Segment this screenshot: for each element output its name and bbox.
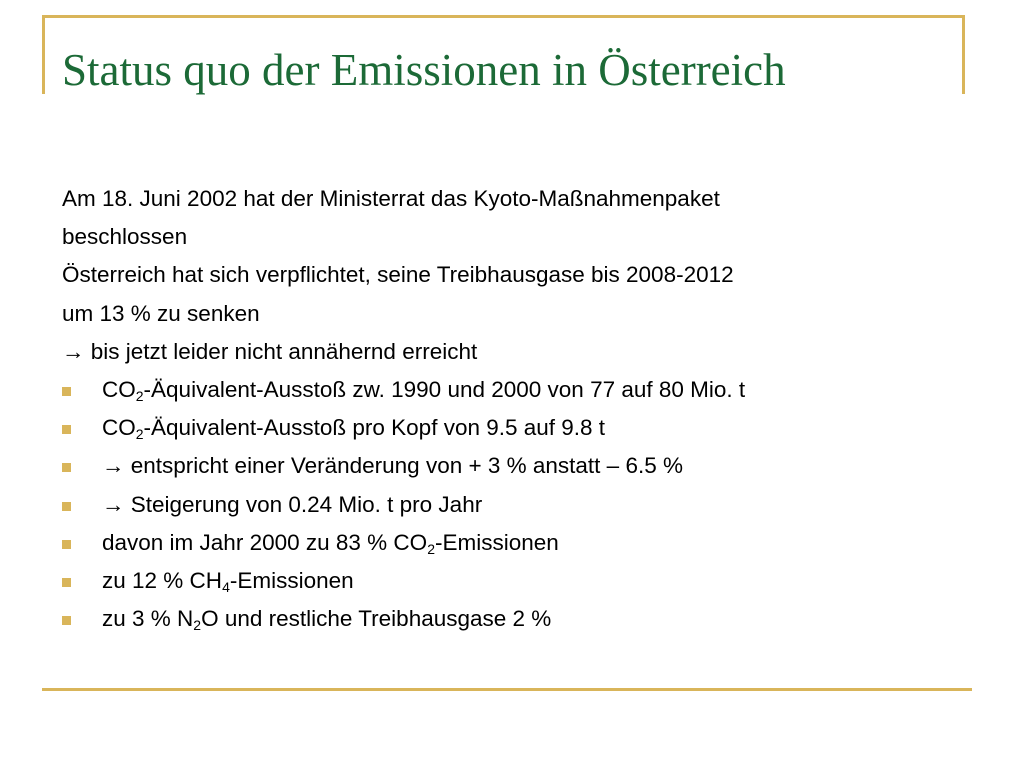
slide-body (62, 180, 962, 638)
bullet-square-icon (62, 616, 71, 625)
bullet-text-part: CO (102, 377, 136, 403)
bullet-text-part: zu 12 % CH (102, 568, 223, 594)
bullet-item-1 (62, 371, 962, 409)
bullet-item-6 (62, 562, 962, 600)
paragraph-1: Am 18. Juni 2002 hat der Ministerrat das Kyoto-Maßnahmenpaket (62, 186, 720, 211)
bullet-text (102, 606, 552, 634)
left-frame-rule (42, 15, 45, 94)
bullet-text: → Steigerung von 0.24 Mio. t pro Jahr (102, 491, 483, 517)
subscript: 4 (222, 579, 230, 596)
bottom-rule (42, 688, 972, 691)
bullet-text-part: O und restliche Treibhausgase 2 % (201, 606, 552, 632)
bullet-text-part: davon im Jahr 2000 zu 83 % CO (102, 529, 428, 555)
bullet-item-2 (62, 409, 962, 447)
right-frame-rule (962, 15, 965, 94)
bullet-item-5 (62, 524, 962, 562)
bullet-item-7 (62, 600, 962, 638)
bullet-text-part: zu 3 % N (102, 606, 194, 632)
bullet-text (102, 568, 354, 596)
top-frame-rule (42, 15, 965, 18)
bullet-text-part: -Äquivalent-Ausstoß zw. 1990 und 2000 von 77 auf 80 Mio. t (143, 377, 746, 403)
bullet-square-icon (62, 578, 71, 587)
paragraph-2: beschlossen (62, 224, 188, 250)
bullet-square-icon (62, 425, 71, 434)
bullet-text-part: -Emissionen (229, 568, 354, 594)
bullet-square-icon (62, 502, 71, 511)
bullet-text (102, 377, 746, 405)
subscript: 2 (427, 540, 435, 557)
bullet-text (102, 415, 606, 443)
slide-title: Status quo der Emissionen in Österreich (62, 45, 786, 95)
subscript: 2 (135, 388, 144, 405)
bullet-text-part: CO (102, 415, 136, 441)
subscript: 2 (193, 617, 202, 634)
bullet-text: → entspricht einer Veränderung von + 3 % anstatt – 6.5 % (102, 453, 683, 479)
bullet-item-4 (62, 486, 962, 524)
subscript: 2 (135, 426, 144, 443)
paragraph-5: → bis jetzt leider nicht annähernd erreicht (62, 338, 478, 364)
bullet-text-part: -Emissionen (434, 529, 559, 555)
paragraph-3: Österreich hat sich verpflichtet, seine Treibhausgase bis 2008-2012 (62, 262, 734, 288)
bullet-text-part: -Äquivalent-Ausstoß pro Kopf von 9.5 auf 9.8 t (143, 415, 606, 441)
bullet-square-icon (62, 540, 71, 549)
bullet-square-icon (62, 463, 71, 472)
bullet-square-icon (62, 387, 71, 396)
bullet-item-3 (62, 447, 962, 485)
paragraph-4: um 13 % zu senken (62, 300, 260, 326)
bullet-text (102, 530, 559, 555)
